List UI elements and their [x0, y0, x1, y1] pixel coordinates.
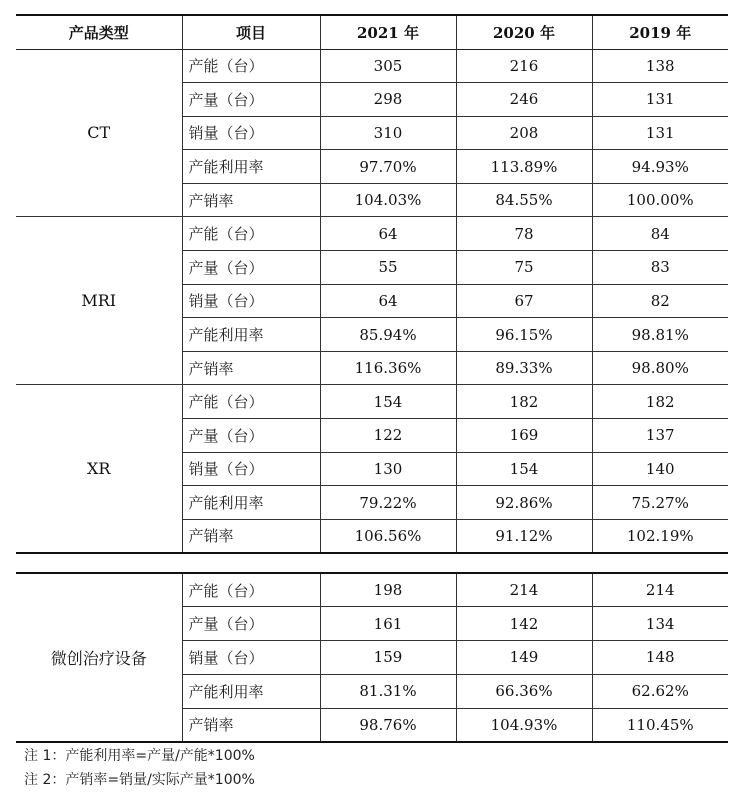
- value-2021: 310: [320, 116, 456, 150]
- table-row: [16, 49, 728, 83]
- value-2021: 85.94%: [320, 318, 456, 352]
- value-2020: 84.55%: [456, 183, 592, 217]
- capacity-table: [16, 14, 728, 554]
- category-cell: CT: [16, 49, 182, 217]
- value-2020: 92.86%: [456, 486, 592, 520]
- value-2020: 89.33%: [456, 351, 592, 385]
- value-2020: 149: [456, 641, 592, 675]
- value-2019: 75.27%: [592, 486, 728, 520]
- table-notes: [24, 744, 255, 792]
- value-2021: 130: [320, 452, 456, 486]
- value-2020: 214: [456, 573, 592, 607]
- value-2020: 216: [456, 49, 592, 83]
- value-2019: 83: [592, 251, 728, 285]
- item-cell: 产能（台）: [182, 49, 320, 83]
- item-cell: 销量（台）: [182, 116, 320, 150]
- table-body: [16, 573, 728, 742]
- item-cell: 产能利用率: [182, 150, 320, 184]
- item-cell: 产能（台）: [182, 385, 320, 419]
- value-2019: 137: [592, 419, 728, 453]
- header-category: 产品类型: [16, 15, 182, 49]
- item-cell: 产能（台）: [182, 217, 320, 251]
- value-2019: 98.80%: [592, 351, 728, 385]
- item-cell: 销量（台）: [182, 284, 320, 318]
- value-2020: 154: [456, 452, 592, 486]
- value-2019: 102.19%: [592, 519, 728, 553]
- value-2021: 116.36%: [320, 351, 456, 385]
- item-cell: 产能利用率: [182, 674, 320, 708]
- value-2020: 78: [456, 217, 592, 251]
- value-2021: 98.76%: [320, 708, 456, 742]
- item-cell: 产销率: [182, 519, 320, 553]
- category-cell: MRI: [16, 217, 182, 385]
- value-2021: 64: [320, 284, 456, 318]
- value-2020: 182: [456, 385, 592, 419]
- value-2020: 104.93%: [456, 708, 592, 742]
- category-cell: 微创治疗设备: [50, 648, 147, 668]
- value-2020: 66.36%: [456, 674, 592, 708]
- note-2: 注 2：产销率=销量/实际产量*100%: [24, 772, 255, 788]
- header-item: 项目: [182, 15, 320, 49]
- value-2020: 113.89%: [456, 150, 592, 184]
- item-cell: 产销率: [182, 708, 320, 742]
- table-header-row: [16, 15, 728, 49]
- item-cell: 销量（台）: [182, 452, 320, 486]
- value-2021: 106.56%: [320, 519, 456, 553]
- value-2019: 100.00%: [592, 183, 728, 217]
- table-row: [16, 385, 728, 419]
- value-2019: 134: [592, 607, 728, 641]
- value-2019: 131: [592, 83, 728, 117]
- value-2019: 214: [592, 573, 728, 607]
- item-cell: 产销率: [182, 351, 320, 385]
- value-2019: 131: [592, 116, 728, 150]
- value-2021: 97.70%: [320, 150, 456, 184]
- value-2019: 138: [592, 49, 728, 83]
- table-body: [16, 49, 728, 553]
- value-2021: 298: [320, 83, 456, 117]
- item-cell: 产能利用率: [182, 318, 320, 352]
- item-cell: 产能（台）: [182, 573, 320, 607]
- item-cell: 产量（台）: [182, 419, 320, 453]
- table-row: [16, 217, 728, 251]
- value-2020: 91.12%: [456, 519, 592, 553]
- value-2020: 67: [456, 284, 592, 318]
- item-cell: 产销率: [182, 183, 320, 217]
- minimally-invasive-table: [16, 572, 728, 743]
- item-cell: 产量（台）: [182, 251, 320, 285]
- value-2021: 198: [320, 573, 456, 607]
- value-2021: 122: [320, 419, 456, 453]
- value-2020: 96.15%: [456, 318, 592, 352]
- value-2021: 104.03%: [320, 183, 456, 217]
- header-2021: 2021 年: [320, 15, 456, 49]
- value-2021: 161: [320, 607, 456, 641]
- value-2021: 159: [320, 641, 456, 675]
- header-2020: 2020 年: [456, 15, 592, 49]
- value-2021: 81.31%: [320, 674, 456, 708]
- value-2021: 79.22%: [320, 486, 456, 520]
- item-cell: 销量（台）: [182, 641, 320, 675]
- value-2019: 98.81%: [592, 318, 728, 352]
- note-1: 注 1：产能利用率=产量/产能*100%: [24, 748, 255, 764]
- value-2020: 75: [456, 251, 592, 285]
- value-2019: 182: [592, 385, 728, 419]
- value-2021: 154: [320, 385, 456, 419]
- value-2019: 110.45%: [592, 708, 728, 742]
- value-2021: 55: [320, 251, 456, 285]
- value-2021: 64: [320, 217, 456, 251]
- value-2019: 62.62%: [592, 674, 728, 708]
- table-row: [16, 573, 728, 607]
- value-2019: 148: [592, 641, 728, 675]
- value-2021: 305: [320, 49, 456, 83]
- value-2019: 140: [592, 452, 728, 486]
- value-2020: 169: [456, 419, 592, 453]
- item-cell: 产能利用率: [182, 486, 320, 520]
- value-2019: 94.93%: [592, 150, 728, 184]
- category-cell: XR: [16, 385, 182, 553]
- value-2020: 142: [456, 607, 592, 641]
- value-2019: 84: [592, 217, 728, 251]
- header-2019: 2019 年: [592, 15, 728, 49]
- value-2020: 246: [456, 83, 592, 117]
- item-cell: 产量（台）: [182, 83, 320, 117]
- item-cell: 产量（台）: [182, 607, 320, 641]
- value-2020: 208: [456, 116, 592, 150]
- value-2019: 82: [592, 284, 728, 318]
